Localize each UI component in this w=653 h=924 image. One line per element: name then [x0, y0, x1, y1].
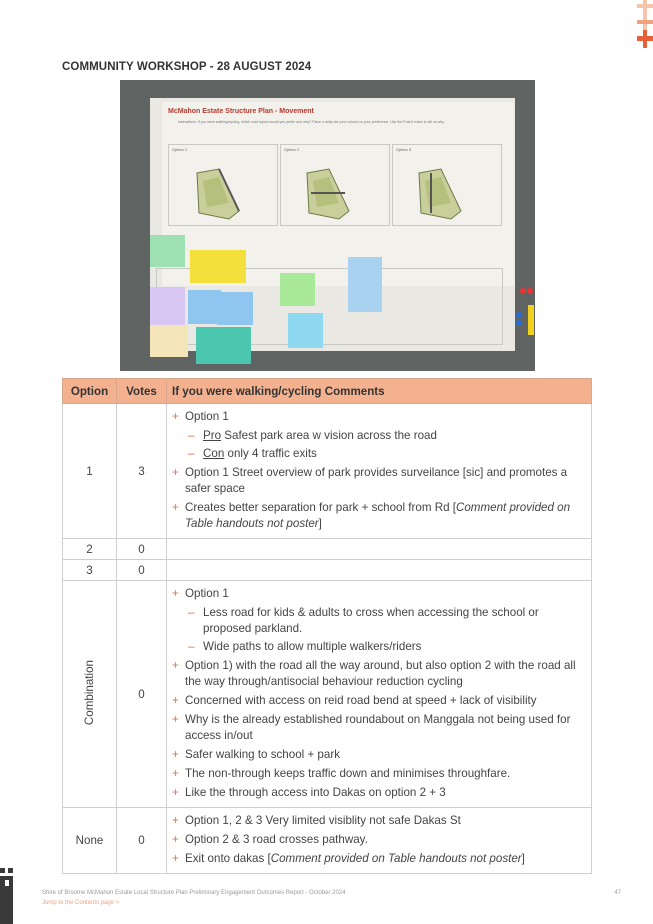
page-heading: COMMUNITY WORKSHOP - 28 AUGUST 2024	[62, 61, 312, 73]
comments-cell: + Option 1 – Pro Safest park area w vision across the road – Con only 4 traffic exits + Option 1 Street overview of park provides surveilance [sic] and promotes a safer space + Creates better separation for park + school from Rd [Comment provided on Table handouts not poster]	[167, 404, 592, 539]
comment: Why is the already established roundabout on Manggala not being used for access in/out	[185, 713, 571, 742]
comment: Con only 4 traffic exits	[203, 447, 317, 460]
poster-option-1-panel: Option 1	[168, 144, 278, 226]
comment: Exit onto dakas [Comment provided on Table handouts not poster]	[185, 852, 525, 865]
option-cell: 1	[63, 404, 117, 539]
contents-link[interactable]: Jump to the Contents page >	[42, 900, 120, 906]
dot-sheet	[528, 305, 534, 335]
poster-instructions: Instructions: If you were walking/cycling, which road layout would you prefer and why? Place a dotty dot (one colour) on your preference. Use the Post-it notes to tell us why.	[178, 120, 445, 124]
comment: Safer walking to school + park	[185, 748, 340, 761]
option-cell: 3	[63, 560, 117, 581]
poster-title: McMahon Estate Structure Plan - Movement	[168, 108, 314, 115]
option-cell: 2	[63, 539, 117, 560]
votes-cell: 0	[117, 560, 167, 581]
table-row	[63, 560, 592, 581]
table-row	[63, 404, 592, 539]
sticky-note	[217, 292, 253, 325]
sticky-note	[150, 325, 188, 357]
table-row	[63, 808, 592, 874]
header-votes: Votes	[117, 379, 167, 404]
comments-cell	[167, 560, 592, 581]
comments-cell: + Option 1, 2 & 3 Very limited visiblity not safe Dakas St + Option 2 & 3 road crosses pathway. + Exit onto dakas [Comment provided on Table handouts not poster]	[167, 808, 592, 874]
workshop-poster-photo	[120, 80, 535, 371]
table-header-row	[63, 379, 592, 404]
sticky-note	[150, 287, 185, 325]
comment: Like the through access into Dakas on option 2 + 3	[185, 786, 446, 799]
sticky-note	[190, 250, 246, 283]
comment: Option 1 Street overview of park provides surveilance [sic] and promotes a safer space	[185, 466, 568, 495]
shire-logo-icon	[0, 866, 20, 924]
comment: Option 2 & 3 road crosses pathway.	[185, 833, 368, 846]
votes-cell: 0	[117, 539, 167, 560]
option-cell: None	[63, 808, 117, 874]
table-row	[63, 581, 592, 808]
option-3-map-icon	[411, 163, 471, 223]
sticky-note	[288, 313, 323, 348]
header-option: Option	[63, 379, 117, 404]
comment: Option 1	[185, 587, 229, 600]
comment: The non-through keeps traffic down and minimises throughfare.	[185, 767, 511, 780]
sticky-note	[196, 327, 251, 364]
page-number: 47	[614, 890, 621, 896]
sticky-note	[150, 235, 185, 267]
comment: Pro Safest park area w vision across the road	[203, 429, 437, 442]
comment: Option 1, 2 & 3 Very limited visiblity not safe Dakas St	[185, 814, 461, 827]
dot-sticker	[520, 288, 526, 294]
comment: Creates better separation for park + school from Rd [Comment provided on Table handouts not poster]	[185, 501, 571, 530]
poster-option-2-panel: Option 2	[280, 144, 390, 226]
option-2-map-icon	[299, 163, 359, 223]
dot-sticker	[516, 320, 522, 326]
votes-cell: 0	[117, 581, 167, 808]
dot-sticker	[527, 288, 533, 294]
option-cell: Combination	[63, 581, 117, 808]
comments-cell: + Option 1 – Less road for kids & adults to cross when accessing the school or proposed parkland. – Wide paths to allow multiple walkers/riders + Option 1) with the road all the way around, but also option 2 with the road all the way through/antisocial behaviour reduction cycling + Concerned with access on reid road bend at speed + lack of visibility + Why is the already established roundabout on Manggala not being used for access in/out + Safer walking to school + park + The non-through keeps traffic down and minimises throughfare. + Like the through access into Dakas on option 2 + 3	[167, 581, 592, 808]
comment: Less road for kids & adults to cross when accessing the school or proposed parkland.	[203, 606, 539, 635]
sticky-note	[348, 257, 382, 312]
comment: Wide paths to allow multiple walkers/riders	[203, 640, 422, 653]
dot-sticker	[516, 312, 522, 318]
comments-cell	[167, 539, 592, 560]
table-row	[63, 539, 592, 560]
footer-report-title: Shire of Broome McMahon Estate Local Structure Plan Preliminary Engagement Outcomes Report - October 2024	[42, 890, 346, 896]
header-comments: If you were walking/cycling Comments	[167, 379, 592, 404]
comment: Concerned with access on reid road bend at speed + lack of visibility	[185, 694, 537, 707]
corner-cross-decoration-icon	[635, 0, 653, 48]
comments-table	[62, 378, 592, 874]
comment: Option 1) with the road all the way around, but also option 2 with the road all the way through/antisocial behaviour reduction cycling	[185, 659, 576, 688]
sticky-note	[280, 273, 315, 306]
votes-cell: 0	[117, 808, 167, 874]
comment: Option 1	[185, 410, 229, 423]
votes-cell: 3	[117, 404, 167, 539]
poster-option-3-panel: Option 3	[392, 144, 502, 226]
option-1-map-icon	[189, 163, 249, 223]
